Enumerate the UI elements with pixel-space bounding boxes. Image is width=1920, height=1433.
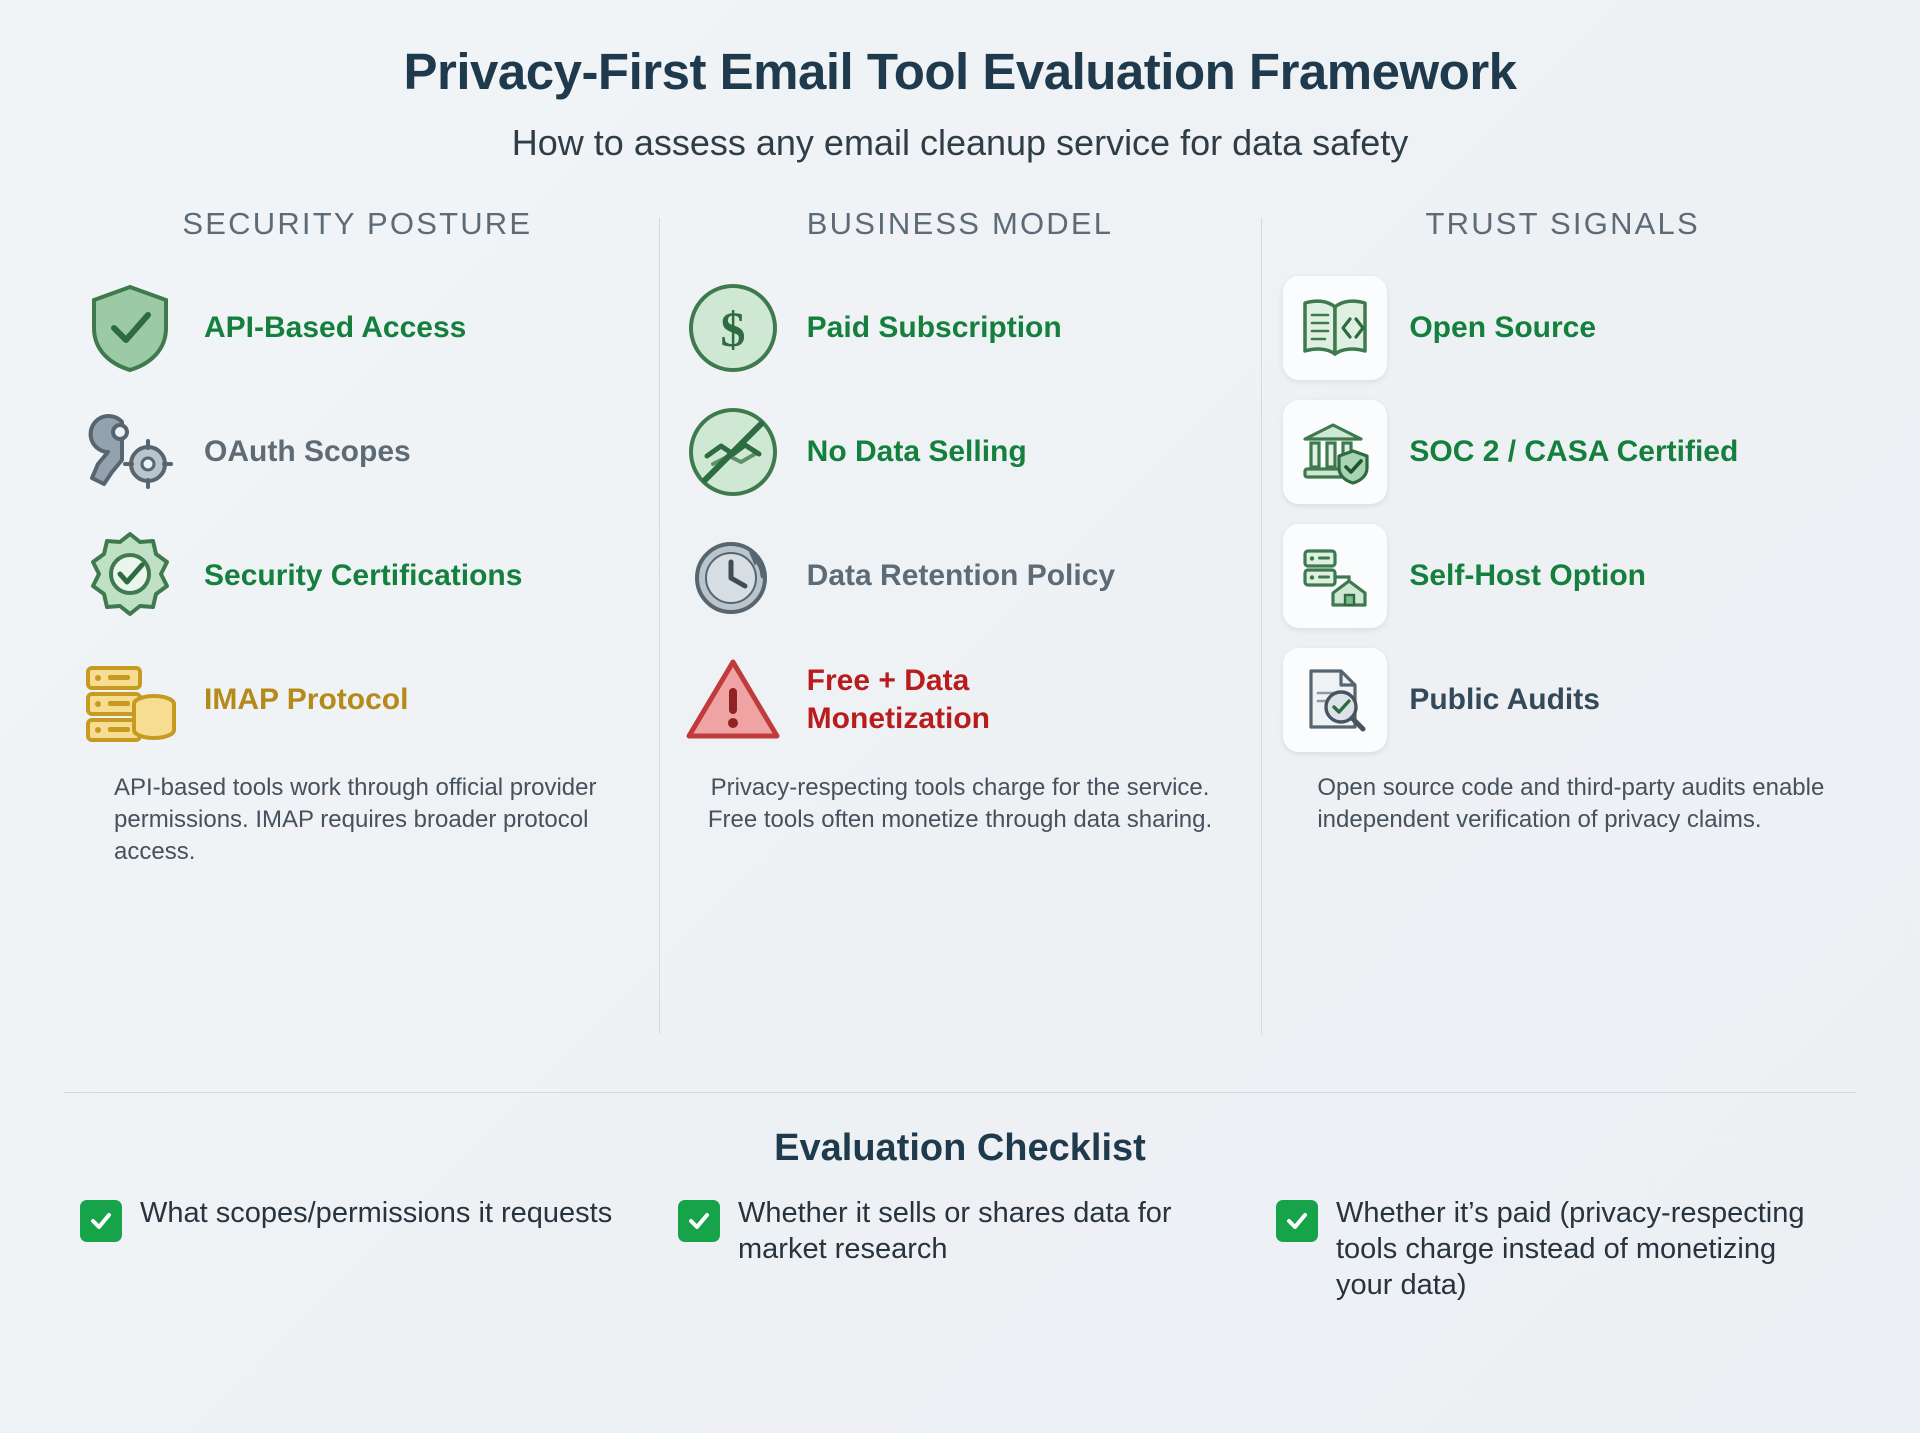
- item-open-source: [1283, 278, 1842, 378]
- checklist-item-label: Whether it sells or shares data for market research: [738, 1197, 1172, 1266]
- item-oauth-scopes: [78, 402, 637, 502]
- column-note: API-based tools work through official provider permissions. IMAP requires broader protocol access.: [114, 774, 597, 866]
- page-title: Privacy-First Email Tool Evaluation Framework: [403, 43, 1517, 100]
- item-label: Public Audits: [1409, 682, 1600, 716]
- icon-frame: [1283, 524, 1387, 628]
- icon-frame: [1283, 648, 1387, 752]
- svg-text:$: $: [720, 301, 746, 358]
- bank-shield-icon-frame: [1283, 404, 1387, 500]
- certificate-rosette-icon: [78, 528, 182, 624]
- icon-frame: [1283, 276, 1387, 380]
- checklist-item-label: What scopes/permissions it requests: [140, 1197, 613, 1230]
- item-label: SOC 2 / CASA Certified: [1409, 434, 1739, 468]
- icon-frame: [1283, 400, 1387, 504]
- item-free-data-monetization: [681, 650, 1240, 750]
- item-soc2-casa-certified: [1283, 402, 1842, 502]
- bank-shield-icon: [1297, 417, 1373, 487]
- check-icon: [80, 1200, 122, 1242]
- item-label: OAuth Scopes: [204, 434, 411, 468]
- column-items: [78, 278, 637, 750]
- item-imap-protocol: [78, 650, 637, 750]
- item-security-certifications: [78, 526, 637, 626]
- item-label: Security Certifications: [204, 558, 523, 592]
- clock-retention-icon: [681, 528, 785, 624]
- column-items: [1283, 278, 1842, 750]
- column-items: [681, 278, 1240, 750]
- column-title: BUSINESS MODEL: [806, 206, 1114, 242]
- server-stack-icon: [78, 652, 182, 748]
- item-self-host-option: [1283, 526, 1842, 626]
- checklist-item: [80, 1196, 644, 1304]
- column-note: Open source code and third-party audits enable independent verification of privacy claims.: [1317, 774, 1825, 834]
- shield-check-icon: [78, 280, 182, 376]
- open-book-code-icon-frame: [1283, 280, 1387, 376]
- column-title: TRUST SIGNALS: [1425, 206, 1700, 242]
- server-home-icon: [1297, 541, 1373, 611]
- header: [0, 0, 1920, 164]
- server-home-icon-frame: [1283, 528, 1387, 624]
- item-no-data-selling: [681, 402, 1240, 502]
- checklist-item-label: Whether it’s paid (privacy-respecting tools charge instead of monetizing your data): [1336, 1197, 1805, 1301]
- checklist: [0, 1196, 1920, 1304]
- column-security-posture: [56, 206, 659, 1086]
- key-gear-icon: [78, 404, 182, 500]
- item-label: API-Based Access: [204, 310, 467, 344]
- columns: [0, 206, 1920, 1086]
- item-label: Paid Subscription: [806, 310, 1062, 344]
- no-data-selling-icon: [681, 404, 785, 500]
- item-public-audits: [1283, 650, 1842, 750]
- page-subtitle: How to assess any email cleanup service for data safety: [511, 122, 1409, 164]
- document-magnifier-icon: [1297, 665, 1373, 735]
- item-label: Data Retention Policy: [806, 558, 1116, 592]
- item-label: Free + Data Monetization: [806, 663, 990, 736]
- column-title: SECURITY POSTURE: [182, 206, 533, 242]
- checklist-item: [678, 1196, 1242, 1304]
- column-note: Privacy-respecting tools charge for the service. Free tools often monetize through data sharing.: [707, 774, 1213, 834]
- item-data-retention-policy: [681, 526, 1240, 626]
- item-label: No Data Selling: [806, 434, 1027, 468]
- item-label: Self-Host Option: [1409, 558, 1646, 592]
- column-trust-signals: [1261, 206, 1864, 1086]
- warning-triangle-icon: [681, 652, 785, 748]
- checklist-item: [1276, 1196, 1840, 1304]
- item-label: Open Source: [1409, 310, 1597, 344]
- item-paid-subscription: [681, 278, 1240, 378]
- check-icon: [1276, 1200, 1318, 1242]
- item-api-based-access: [78, 278, 637, 378]
- section-divider: [64, 1092, 1856, 1093]
- column-business-model: [659, 206, 1262, 1086]
- document-magnifier-icon-frame: [1283, 652, 1387, 748]
- open-book-code-icon: [1297, 293, 1373, 363]
- check-icon: [678, 1200, 720, 1242]
- dollar-circle-icon: [681, 280, 785, 376]
- checklist-title: Evaluation Checklist: [774, 1127, 1146, 1170]
- item-label: IMAP Protocol: [204, 682, 409, 716]
